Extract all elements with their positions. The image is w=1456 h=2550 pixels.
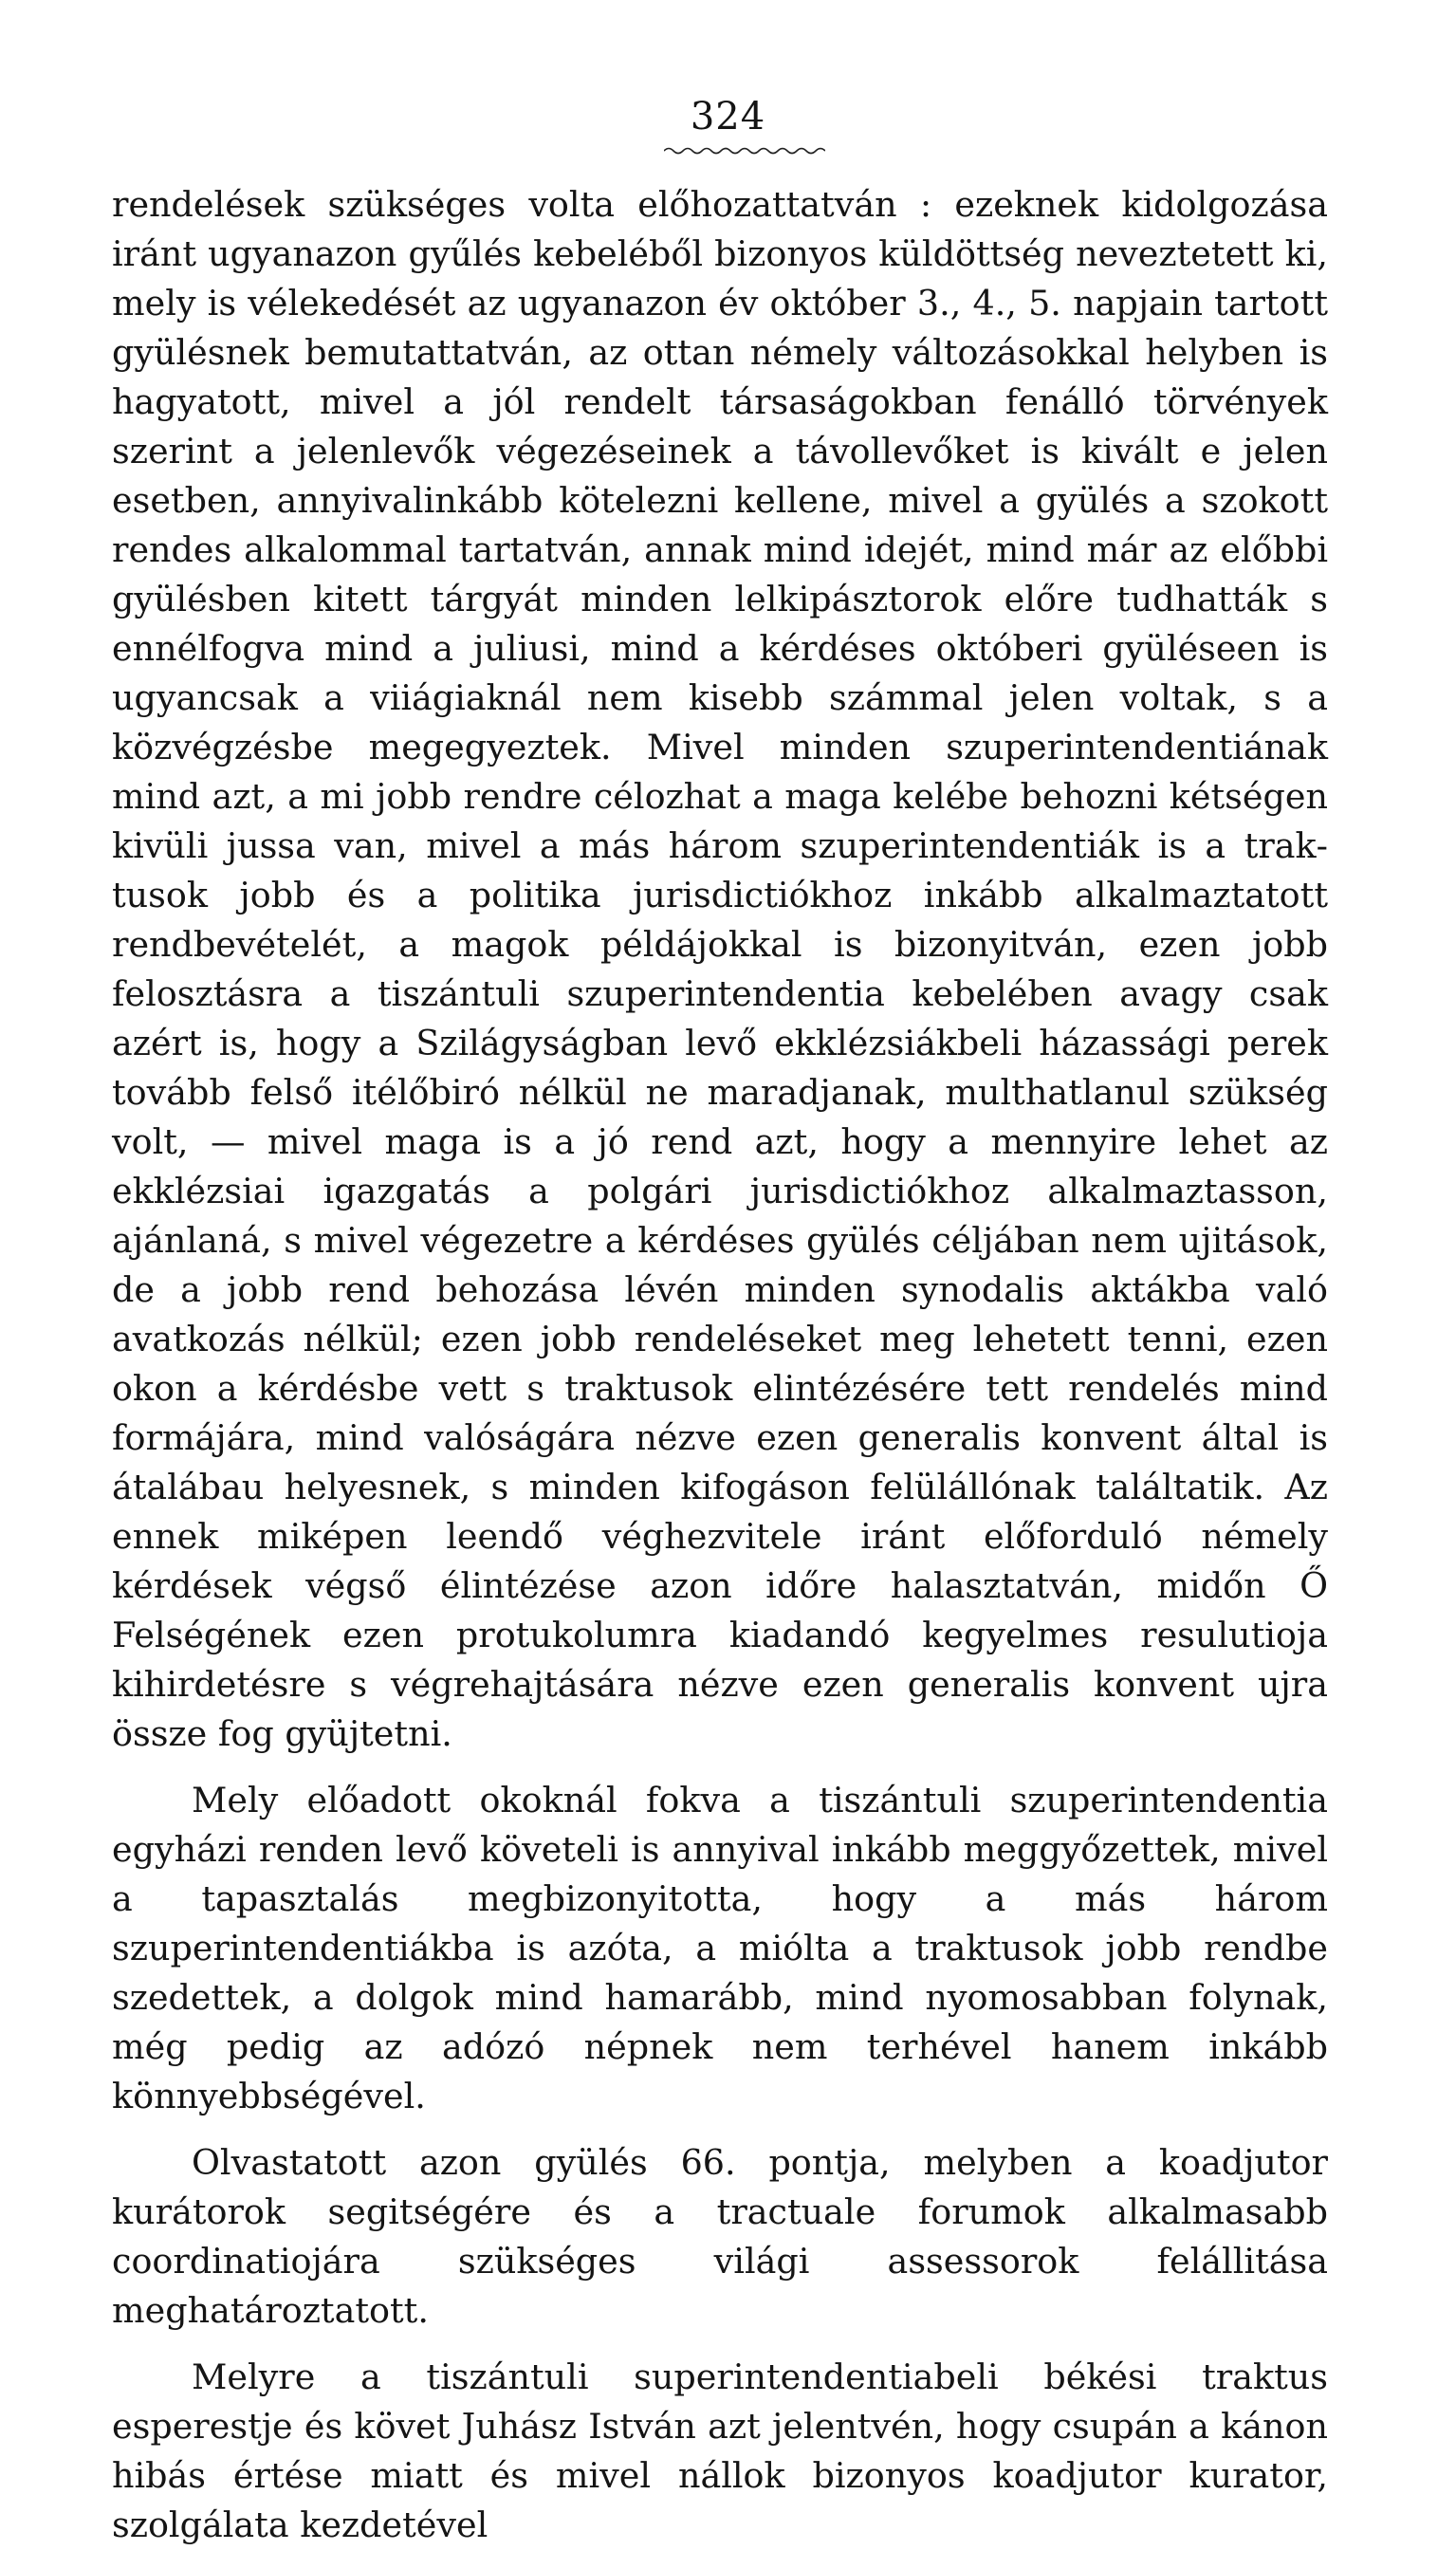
text-body [112,180,1328,2550]
paragraph-continuation: rendelések szükséges volta előhozattatván : ezeknek kidolgozása iránt ugyanazon gyűlés kebeléből bizonyos küldöttség neveztetett ki, mely is vélekedését az ugyanazon év október 3., 4., 5. napjain tartott gyülésnek bemutattatván, az ottan némely változásokkal helyben is hagyatott, mivel a jól rendelt társaságokban fenálló törvények szerint a jelenlevők végezéseinek a távollevőket is kivált e jelen esetben, annyivalinkább kötelezni kellene, mivel a gyülés a szokott rendes alkalommal tartatván, annak mind idejét, mind már az előbbi gyülésben kitett tárgyát minden lelkipásztorok előre tudhatták s ennélfogva mind a juliusi, mind a kérdéses októberi gyüléseen is ugyancsak a viiágiaknál nem kisebb számmal jelen voltak, s a közvégzésbe megegyeztek. Mivel minden szuperintendentiának mind azt, a mi jobb rendre célozhat a maga kelébe behozni kétségen kivüli jussa van, mivel a más három szuperintendentiák is a traktusok jobb és a politika jurisdictiókhoz inkább alkalmaztatott rendbevételét, a magok példájokkal is bizonyitván, ezen jobb felosztásra a tiszántuli szuperintendentia kebelében avagy csak azért is, hogy a Szilágyságban levő ekklézsiákbeli házassági perek tovább felső itélőbiró nélkül ne maradjanak, multhatlanul szükség volt, — mivel maga is a jó rend azt, hogy a mennyire lehet az ekklézsiai igazgatás a polgári jurisdictiókhoz alkalmaztasson, ajánlaná, s mivel végezetre a kérdéses gyülés céljában nem ujitások, de a jobb rend behozása lévén minden synodalis aktákba való avatkozás nélkül; ezen jobb rendeléseket meg lehetett tenni, ezen okon a kérdésbe vett s traktusok elintézésére tett rendelés mind formájára, mind valóságára nézve ezen generalis konvent által is átalábau helyesnek, s minden kifogáson felülállónak találtatik. Az ennek miképen leendő véghezvitele iránt előforduló némely kérdések végső élintézése azon időre halasztatván, midőn Ő Felségének ezen protukolumra kiadandó kegyelmes resulutioja kihirdetésre s végrehajtására nézve ezen generalis konvent ujra össze fog gyüjtetni. [112,184,1328,1754]
paragraph: Olvastatott azon gyülés 66. pontja, melyben a koadjutor kurátorok segitségére és a tractuale forumok alkalmasabb coordinatiojára szükséges világi assessorok felállitása meghatároztatott. [112,2142,1328,2331]
wavy-rule-ornament [664,144,825,157]
page-number: 324 [690,95,766,139]
paragraph: Mely előadott okoknál fokva a tiszántuli szuperintendentia egyházi renden levő követeli is annyival inkább meggyőzettek, mivel a tapasztalás megbizonyitotta, hogy a más három szuperintendentiákba is azóta, a miólta a traktusok jobb rendbe szedettek, a dolgok mind hamarább, mind nyomosabban folynak, még pedig az adózó népnek nem terhével hanem inkább könnyebbségével. [112,1780,1328,2116]
paragraph: Melyre a tiszántuli superintendentiabeli békési traktus esperestje és követ Juhász István azt jelentvén, hogy csupán a kánon hibás értése miatt és mivel nállok bizonyos koadjutor kurator, szolgálata kezdetével [112,2356,1328,2545]
